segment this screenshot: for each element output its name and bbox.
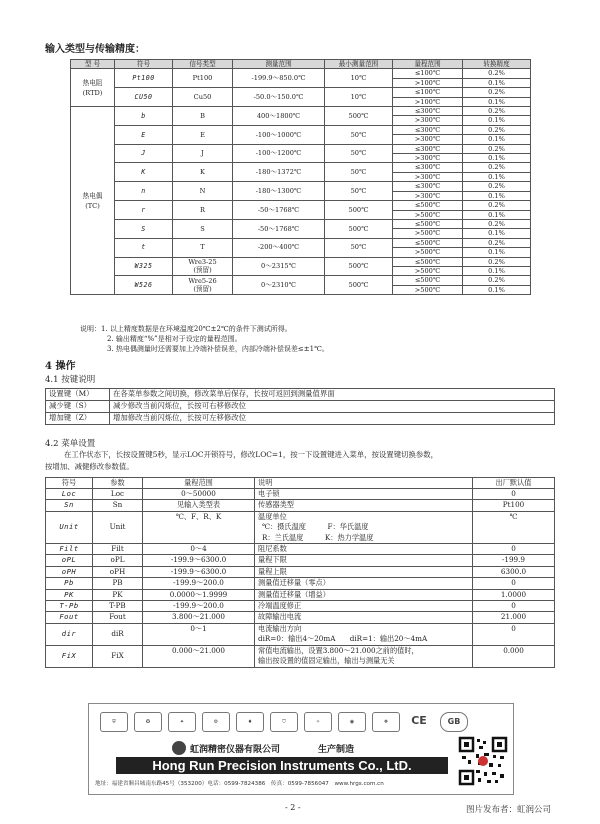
type-cell — [71, 69, 115, 107]
type-label: (RTD) — [82, 88, 103, 97]
param-cell: oPL — [93, 555, 143, 566]
range-cell: 见输入类型表 — [143, 500, 255, 511]
input-table-row — [71, 163, 531, 172]
signal-cell — [173, 163, 233, 182]
menu-table-header — [46, 478, 555, 489]
range-cell: 0.000～21.000 — [143, 645, 255, 667]
range-cell: -180～1372℃ — [233, 163, 325, 182]
menu-row — [46, 544, 555, 555]
accuracy-cell: 0.1% — [463, 248, 531, 257]
param-cell: oPH — [93, 566, 143, 577]
cert-logo-2: ✪ — [134, 712, 162, 732]
input-types-title: 输入类型与传输精度： — [45, 44, 145, 55]
description-line: 冷端温度修正 — [258, 601, 302, 611]
signal-cell — [173, 238, 233, 257]
accuracy-cell: 0.2% — [463, 219, 531, 228]
signal-cell — [173, 69, 233, 88]
range-cell: ℃、F、R、K — [143, 511, 255, 543]
default-cell: 0 — [473, 544, 555, 555]
range-cell: -199.9～200.0 — [143, 578, 255, 589]
param-cell: T-PB — [93, 601, 143, 612]
key-desc-cell: 增加修改当前闪烁位，长按可左移修改位 — [110, 413, 555, 425]
min-range-cell: 500℃ — [325, 107, 393, 126]
min-range-cell: 50℃ — [325, 238, 393, 257]
menu-row — [46, 578, 555, 589]
cert-logo-7: ✧ — [304, 712, 332, 732]
param-cell: FiX — [93, 645, 143, 667]
company-slogan: 生产制造 — [318, 745, 355, 755]
key-table — [45, 388, 555, 425]
description-cell — [255, 566, 473, 577]
symbol-cell: FiX — [46, 645, 93, 667]
header-cell: 最小测量范围 — [325, 60, 393, 69]
symbol-cell: PK — [46, 589, 93, 600]
menu-table — [45, 477, 555, 668]
key-row — [46, 413, 555, 425]
range-cell: -100～1200℃ — [233, 144, 325, 163]
input-table-row — [71, 88, 531, 97]
symbol-cell: Sn — [46, 500, 93, 511]
description-line: 量程上限 — [258, 566, 287, 576]
description-line: ℃：摄氏温度 F：华氏温度 — [262, 522, 369, 532]
range-cell: -50～1768℃ — [233, 201, 325, 220]
span-cell: >300℃ — [393, 172, 463, 181]
page-number: - 2 - — [285, 803, 301, 812]
input-table-row — [71, 257, 531, 266]
symbol-cell: S — [115, 219, 173, 238]
key-desc-cell: 在各菜单参数之间切换，修改菜单后保存，长按可返回到测量值界面 — [110, 389, 555, 401]
accuracy-cell: 0.2% — [463, 257, 531, 266]
accuracy-cell: 0.1% — [463, 172, 531, 181]
menu-row — [46, 589, 555, 600]
header-cell: 信号类型 — [173, 60, 233, 69]
accuracy-cell: 0.1% — [463, 191, 531, 200]
description-line: 输出按设置的值固定输出，输出与测量无关 — [258, 656, 395, 666]
signal-label: B — [200, 111, 205, 120]
span-cell: >100℃ — [393, 78, 463, 87]
symbol-cell: Pt100 — [115, 69, 173, 88]
input-table-row — [71, 125, 531, 134]
default-cell: 6300.0 — [473, 566, 555, 577]
signal-cell — [173, 201, 233, 220]
span-cell: >500℃ — [393, 229, 463, 238]
signal-label: R — [200, 205, 205, 214]
cert-logo-5: ♦ — [236, 712, 264, 732]
menu-row — [46, 489, 555, 500]
input-table-row — [71, 276, 531, 285]
symbol-cell: n — [115, 182, 173, 201]
range-cell: 0～2310℃ — [233, 276, 325, 295]
input-table-header — [71, 60, 531, 69]
symbol-cell: J — [115, 144, 173, 163]
symbol-cell: W325 — [115, 257, 173, 276]
signal-label: Wre5-26 — [188, 276, 217, 285]
description-cell — [255, 544, 473, 555]
key-desc-cell: 减少修改当前闪烁位，长按可右移修改位 — [110, 401, 555, 413]
description-line: 温度单位 — [258, 511, 287, 521]
menu-row — [46, 500, 555, 511]
range-cell: 0.0000～1.9999 — [143, 589, 255, 600]
description-line: R：兰氏温度 K：热力学温度 — [262, 532, 374, 542]
company-address: 地址：福建省顺昌城南东路45号（353200）电话：0599-7824386 传真：0599-7856047 www.hrgs.com.cn — [95, 781, 384, 787]
company-cn-name: 虹润精密仪器有限公司 — [190, 745, 281, 755]
key-name-cell: 增加键（Z） — [46, 413, 110, 425]
publisher-credit: 图片发布者：虹润公司 — [466, 805, 552, 815]
input-type-table — [70, 59, 531, 295]
accuracy-cell: 0.2% — [463, 144, 531, 153]
key-name-cell: 减少键（S） — [46, 401, 110, 413]
signal-label: Cu50 — [193, 92, 212, 101]
accuracy-cell: 0.2% — [463, 69, 531, 78]
header-cell: 说明 — [255, 478, 473, 489]
signal-sub: (预留) — [193, 285, 212, 294]
min-range-cell: 500℃ — [325, 276, 393, 295]
range-cell: 0～1 — [143, 623, 255, 645]
note-3: 3. 热电偶测量时还需要加上冷端补偿误差，内部冷端补偿误差≤±1℃。 — [107, 345, 329, 353]
signal-label: E — [200, 130, 205, 139]
min-range-cell: 50℃ — [325, 144, 393, 163]
accuracy-cell: 0.1% — [463, 97, 531, 106]
accuracy-cell: 0.1% — [463, 210, 531, 219]
cert-logo-1: ⛨ — [100, 712, 128, 732]
default-cell: 0.000 — [473, 645, 555, 667]
cert-logo-9: ❖ — [372, 712, 400, 732]
span-cell: >500℃ — [393, 210, 463, 219]
param-cell: Sn — [93, 500, 143, 511]
signal-label: Pt100 — [192, 74, 213, 83]
accuracy-cell: 0.1% — [463, 116, 531, 125]
section-42-title: 4.2 菜单设置 — [45, 439, 96, 449]
ce-mark-icon: CE — [411, 714, 427, 727]
signal-cell — [173, 182, 233, 201]
menu-row — [46, 511, 555, 543]
cert-logo-4: ⚙ — [202, 712, 230, 732]
signal-sub: (预留) — [193, 266, 212, 275]
symbol-cell: Pb — [46, 578, 93, 589]
menu-row — [46, 645, 555, 667]
min-range-cell: 50℃ — [325, 163, 393, 182]
range-cell: 3.800～21.000 — [143, 612, 255, 623]
symbol-cell: K — [115, 163, 173, 182]
description-cell — [255, 578, 473, 589]
description-cell — [255, 500, 473, 511]
span-cell: ≤300℃ — [393, 182, 463, 191]
type-label: (TC) — [85, 201, 100, 210]
description-line: 故障输出电流 — [258, 612, 302, 622]
range-cell: -50～1768℃ — [233, 219, 325, 238]
span-cell: >500℃ — [393, 285, 463, 294]
signal-label: J — [201, 149, 204, 158]
span-cell: >100℃ — [393, 97, 463, 106]
min-range-cell: 10℃ — [325, 88, 393, 107]
default-cell: 0 — [473, 489, 555, 500]
span-cell: ≤500℃ — [393, 276, 463, 285]
span-cell: ≤100℃ — [393, 88, 463, 97]
symbol-cell: t — [115, 238, 173, 257]
key-row — [46, 401, 555, 413]
signal-cell — [173, 125, 233, 144]
range-cell: -100～1000℃ — [233, 125, 325, 144]
description-line: 测量值迁移量（增益） — [258, 589, 330, 599]
description-line: 量程下限 — [258, 555, 287, 565]
signal-label: K — [200, 168, 205, 177]
header-cell: 量程范围 — [143, 478, 255, 489]
symbol-cell: Loc — [46, 489, 93, 500]
type-cell — [71, 107, 115, 295]
min-range-cell: 500℃ — [325, 257, 393, 276]
accuracy-cell: 0.2% — [463, 163, 531, 172]
signal-cell — [173, 219, 233, 238]
accuracy-cell: 0.2% — [463, 238, 531, 247]
span-cell: >300℃ — [393, 135, 463, 144]
description-line: 电流输出方向 — [258, 623, 302, 633]
symbol-cell: Unit — [46, 511, 93, 543]
description-cell — [255, 612, 473, 623]
range-cell: 0～4 — [143, 544, 255, 555]
accuracy-cell: 0.1% — [463, 285, 531, 294]
signal-cell — [173, 276, 233, 295]
symbol-cell: CU50 — [115, 88, 173, 107]
input-table-row — [71, 182, 531, 191]
accuracy-cell: 0.2% — [463, 88, 531, 97]
accuracy-cell: 0.2% — [463, 276, 531, 285]
param-cell: PK — [93, 589, 143, 600]
section-41-title: 4.1 按键说明 — [45, 375, 96, 385]
span-cell: >300℃ — [393, 116, 463, 125]
description-line: 测量值迁移量（零点） — [258, 578, 330, 588]
signal-label: N — [199, 186, 206, 195]
range-cell: -199.9～6300.0 — [143, 566, 255, 577]
span-cell: ≤100℃ — [393, 69, 463, 78]
span-cell: >300℃ — [393, 191, 463, 200]
min-range-cell: 10℃ — [325, 69, 393, 88]
range-cell: -199.9～850.0℃ — [233, 69, 325, 88]
menu-intro-line-1: 在工作状态下，长按设置键5秒，显示LOC开锁符号，修改LOC=1，按一下设置键进入菜单，按设置键切换参数， — [64, 450, 439, 459]
header-cell: 符号 — [46, 478, 93, 489]
note-2: 2. 输出精度“%”是相对于设定的量程范围。 — [107, 335, 242, 343]
symbol-cell: E — [115, 125, 173, 144]
note-1: 说明：1. 以上精度数据是在环境温度20℃±2℃的条件下测试所得。 — [80, 325, 292, 333]
description-cell — [255, 645, 473, 667]
header-cell: 测量范围 — [233, 60, 325, 69]
cert-logo-6: ⛉ — [270, 712, 298, 732]
accuracy-cell: 0.1% — [463, 266, 531, 275]
header-cell: 出厂默认值 — [473, 478, 555, 489]
accuracy-cell: 0.2% — [463, 201, 531, 210]
signal-label: S — [200, 224, 205, 233]
menu-row — [46, 612, 555, 623]
span-cell: ≤300℃ — [393, 163, 463, 172]
header-cell: 符号 — [115, 60, 173, 69]
symbol-cell: T-Pb — [46, 601, 93, 612]
signal-cell — [173, 257, 233, 276]
span-cell: ≤500℃ — [393, 257, 463, 266]
signal-cell — [173, 88, 233, 107]
signal-label: T — [200, 243, 205, 252]
default-cell: 21.000 — [473, 612, 555, 623]
qr-code-icon — [458, 736, 508, 786]
header-cell: 量程范围 — [393, 60, 463, 69]
default-cell: ℃ — [473, 511, 555, 543]
span-cell: ≤300℃ — [393, 144, 463, 153]
min-range-cell: 50℃ — [325, 182, 393, 201]
description-line: 电子锁 — [258, 489, 280, 498]
description-line: 阻尼系数 — [258, 544, 287, 554]
description-cell — [255, 601, 473, 612]
symbol-cell: oPL — [46, 555, 93, 566]
range-cell: -50.0～150.0℃ — [233, 88, 325, 107]
description-line: 常值电流输出，设置3.800～21.000之前的值时， — [258, 645, 419, 655]
description-cell — [255, 555, 473, 566]
accuracy-cell: 0.2% — [463, 125, 531, 134]
span-cell: >500℃ — [393, 248, 463, 257]
company-en-name: Hong Run Precision Instruments Co., LtD. — [116, 757, 448, 774]
signal-cell — [173, 144, 233, 163]
gb-mark-icon: GB — [440, 712, 468, 732]
header-cell: 型 号 — [71, 60, 115, 69]
span-cell: >300℃ — [393, 154, 463, 163]
default-cell: 1.0000 — [473, 589, 555, 600]
menu-intro-line-2: 按增加、减健修改参数值。 — [45, 462, 134, 471]
input-table-row — [71, 144, 531, 153]
accuracy-cell: 0.1% — [463, 229, 531, 238]
menu-row — [46, 555, 555, 566]
default-cell: Pt100 — [473, 500, 555, 511]
param-cell: Loc — [93, 489, 143, 500]
range-cell: -199.9～6300.0 — [143, 555, 255, 566]
input-table-row — [71, 201, 531, 210]
type-label: 热电阻 — [82, 78, 103, 87]
input-table-row — [71, 219, 531, 228]
cert-logo-8: ◉ — [338, 712, 366, 732]
signal-label: Wre3-25 — [188, 258, 217, 267]
param-cell: Unit — [93, 511, 143, 543]
input-table-row — [71, 107, 531, 116]
symbol-cell: W526 — [115, 276, 173, 295]
header-cell: 参数 — [93, 478, 143, 489]
header-cell: 转换精度 — [463, 60, 531, 69]
company-logo-icon — [172, 741, 186, 755]
type-label: 热电偶 — [82, 191, 103, 200]
section-4-title: 4 操作 — [45, 361, 76, 372]
accuracy-cell: 0.1% — [463, 154, 531, 163]
span-cell: ≤300℃ — [393, 125, 463, 134]
default-cell: 0 — [473, 578, 555, 589]
min-range-cell: 50℃ — [325, 125, 393, 144]
param-cell: Filt — [93, 544, 143, 555]
span-cell: ≤500℃ — [393, 238, 463, 247]
span-cell: >500℃ — [393, 266, 463, 275]
accuracy-cell: 0.2% — [463, 107, 531, 116]
range-cell: -200～400℃ — [233, 238, 325, 257]
accuracy-cell: 0.1% — [463, 78, 531, 87]
range-cell: 0～2315℃ — [233, 257, 325, 276]
menu-row — [46, 601, 555, 612]
key-row — [46, 389, 555, 401]
input-table-row — [71, 238, 531, 247]
default-cell: -199.9 — [473, 555, 555, 566]
symbol-cell: Filt — [46, 544, 93, 555]
param-cell: diR — [93, 623, 143, 645]
symbol-cell: Fout — [46, 612, 93, 623]
menu-row — [46, 623, 555, 645]
symbol-cell: oPH — [46, 566, 93, 577]
description-cell — [255, 589, 473, 600]
symbol-cell: dir — [46, 623, 93, 645]
cert-logo-3: ✦ — [168, 712, 196, 732]
symbol-cell: b — [115, 107, 173, 126]
min-range-cell: 500℃ — [325, 201, 393, 220]
span-cell: ≤300℃ — [393, 107, 463, 116]
range-cell: 0～50000 — [143, 489, 255, 500]
span-cell: ≤500℃ — [393, 219, 463, 228]
signal-cell — [173, 107, 233, 126]
span-cell: ≤500℃ — [393, 201, 463, 210]
param-cell: PB — [93, 578, 143, 589]
description-cell — [255, 511, 473, 543]
accuracy-cell: 0.2% — [463, 182, 531, 191]
menu-row — [46, 566, 555, 577]
description-cell — [255, 623, 473, 645]
accuracy-cell: 0.1% — [463, 135, 531, 144]
description-line: diR=0：输出4～20mA diR=1：输出20～4mA — [258, 634, 428, 644]
description-cell — [255, 489, 473, 500]
default-cell: 0 — [473, 601, 555, 612]
symbol-cell: r — [115, 201, 173, 220]
key-name-cell: 设置键（M） — [46, 389, 110, 401]
default-cell: 0 — [473, 623, 555, 645]
param-cell: Fout — [93, 612, 143, 623]
min-range-cell: 500℃ — [325, 219, 393, 238]
range-cell: 400～1800℃ — [233, 107, 325, 126]
description-line: 传感器类型 — [258, 500, 294, 510]
input-table-row — [71, 69, 531, 78]
range-cell: -180～1300℃ — [233, 182, 325, 201]
range-cell: -199.9～200.0 — [143, 601, 255, 612]
